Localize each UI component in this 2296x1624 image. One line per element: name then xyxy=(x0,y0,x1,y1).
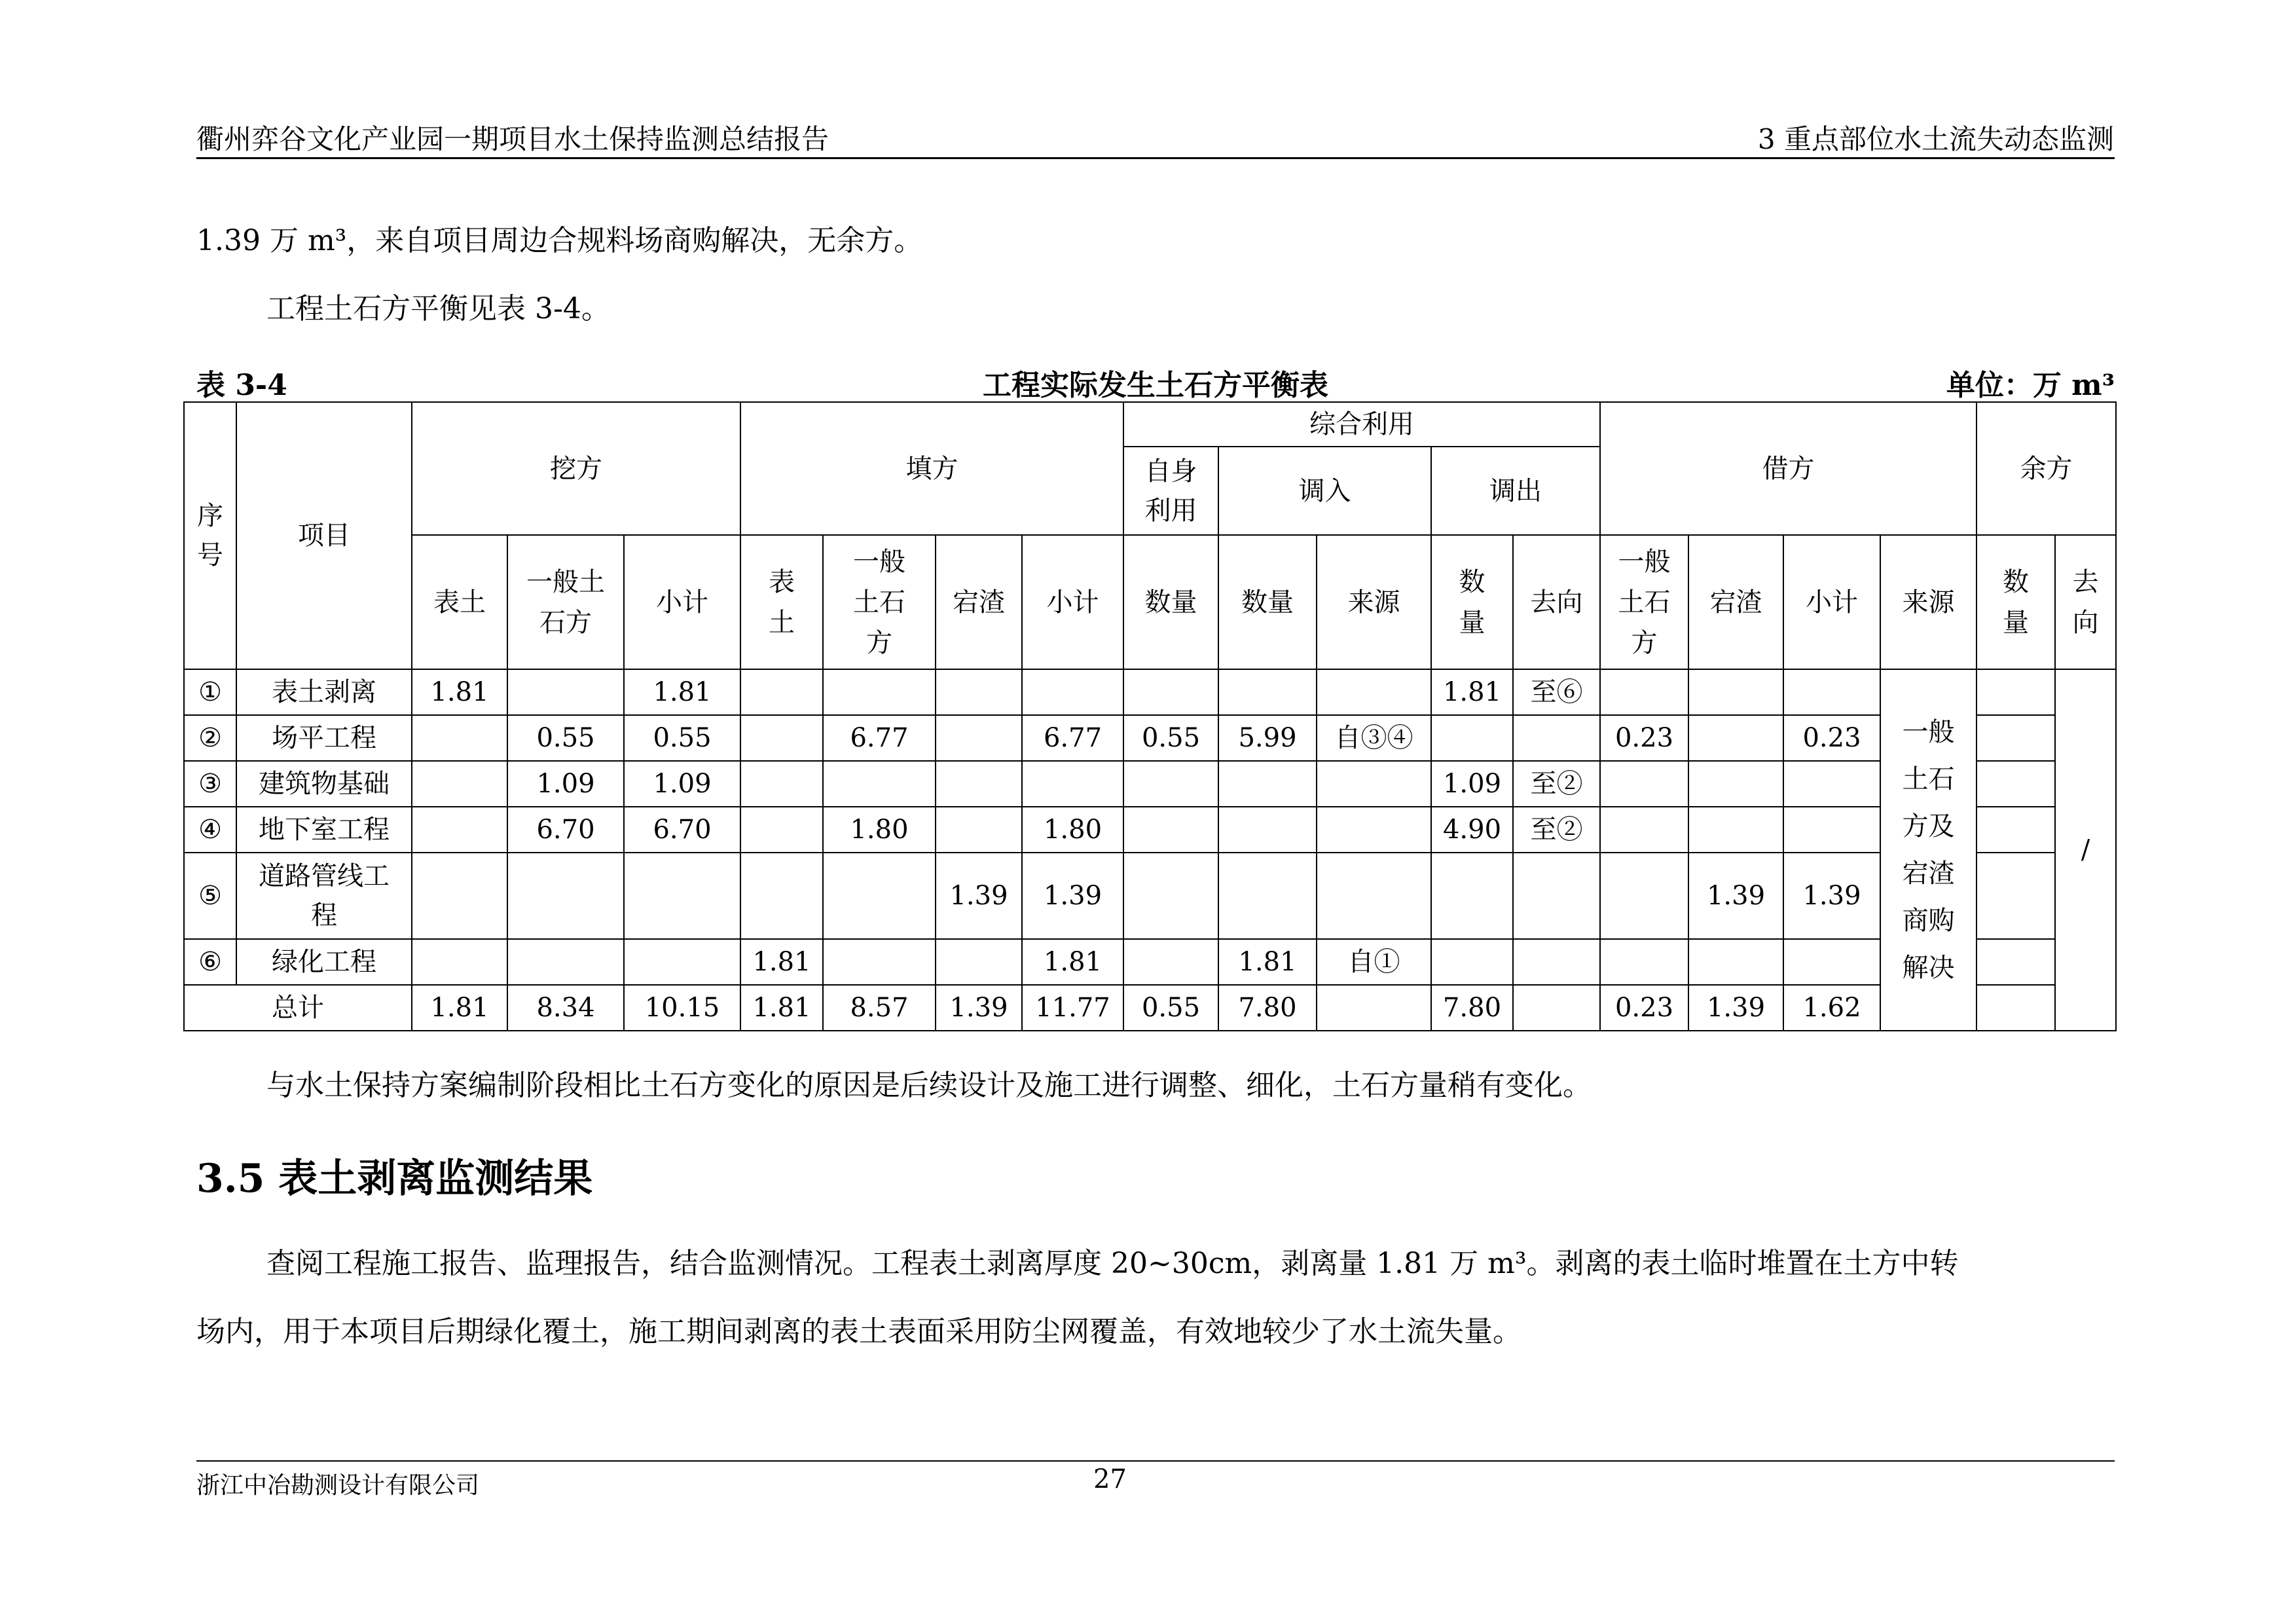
row-cell xyxy=(823,939,936,985)
header-report-title: 衢州弈谷文化产业园一期项目水土保持监测总结报告 xyxy=(196,123,829,155)
page-number: 27 xyxy=(1093,1464,1127,1494)
row-cell xyxy=(507,853,624,939)
row-cell xyxy=(1431,715,1513,761)
row-cell xyxy=(1688,807,1783,853)
row-cell xyxy=(936,715,1022,761)
table-row xyxy=(184,715,2116,761)
header-self-qty: 数量 xyxy=(1123,535,1218,669)
total-cell: 7.80 xyxy=(1218,985,1317,1031)
row-cell xyxy=(1218,669,1317,715)
table-row xyxy=(184,939,2116,985)
surplus-qty-cell xyxy=(1977,853,2055,939)
row-cell: 0.55 xyxy=(1123,715,1218,761)
table-total-row xyxy=(184,985,2116,1031)
header-borrow-debris: 宕渣 xyxy=(1688,535,1783,669)
table-body xyxy=(184,669,2116,1031)
row-cell: 自③④ xyxy=(1317,715,1431,761)
total-cell: 11.77 xyxy=(1022,985,1123,1031)
borrow-source-cell xyxy=(1880,669,1977,1031)
row-cell xyxy=(1783,807,1880,853)
table-caption xyxy=(196,361,2115,401)
header-borrow-general: 一般土石方 xyxy=(1600,535,1688,669)
row-cell: 至② xyxy=(1513,761,1600,807)
total-cell: 8.57 xyxy=(823,985,936,1031)
header-rule xyxy=(196,157,2115,159)
row-cell: 1.81 xyxy=(1022,939,1123,985)
row-cell xyxy=(1123,853,1218,939)
row-cell xyxy=(1783,669,1880,715)
row-cell xyxy=(1600,669,1688,715)
row-cell xyxy=(936,761,1022,807)
row-seq: ⑥ xyxy=(184,939,236,985)
table-row xyxy=(184,853,2116,939)
row-cell: 1.39 xyxy=(936,853,1022,939)
row-cell: 1.09 xyxy=(624,761,740,807)
row-cell: 1.81 xyxy=(412,669,507,715)
header-borrow-source: 来源 xyxy=(1880,535,1977,669)
row-cell xyxy=(823,853,936,939)
row-cell xyxy=(1317,761,1431,807)
paragraph: 场内，用于本项目后期绿化覆土，施工期间剥离的表土表面采用防尘网覆盖，有效地较少了水土流失量。 xyxy=(196,1315,1522,1348)
row-seq: ① xyxy=(184,669,236,715)
header-excavation: 挖方 xyxy=(412,402,740,535)
row-cell: 1.81 xyxy=(1431,669,1513,715)
row-cell xyxy=(412,853,507,939)
row-cell xyxy=(1317,853,1431,939)
row-cell xyxy=(1688,715,1783,761)
table-unit: 单位：万 m³ xyxy=(1946,369,2115,402)
header-borrow: 借方 xyxy=(1600,402,1977,535)
header-fill: 填方 xyxy=(740,402,1123,535)
header-out-qty: 数量 xyxy=(1431,535,1513,669)
header-transfer-out: 调出 xyxy=(1431,447,1600,535)
header-comprehensive-use: 综合利用 xyxy=(1123,402,1600,447)
paragraph: 查阅工程施工报告、监理报告，结合监测情况。工程表土剥离厚度 20~30cm，剥离量 1.81 万 m³。剥离的表土临时堆置在土方中转 xyxy=(266,1247,1959,1280)
row-cell xyxy=(412,939,507,985)
row-item: 场平工程 xyxy=(236,715,412,761)
row-cell xyxy=(936,669,1022,715)
total-cell: 8.34 xyxy=(507,985,624,1031)
surplus-qty-cell xyxy=(1977,715,2055,761)
row-cell: 1.39 xyxy=(1022,853,1123,939)
total-label: 总计 xyxy=(184,985,412,1031)
row-item: 表土剥离 xyxy=(236,669,412,715)
header-borrow-subtotal: 小计 xyxy=(1783,535,1880,669)
header-fill-general: 一般土石方 xyxy=(823,535,936,669)
row-cell xyxy=(624,939,740,985)
row-cell: 6.70 xyxy=(624,807,740,853)
row-cell: 1.09 xyxy=(1431,761,1513,807)
row-cell xyxy=(1513,939,1600,985)
row-cell xyxy=(1600,853,1688,939)
row-cell: 1.80 xyxy=(823,807,936,853)
row-cell: 0.55 xyxy=(624,715,740,761)
row-cell xyxy=(1688,761,1783,807)
total-cell: 0.55 xyxy=(1123,985,1218,1031)
total-cell: 1.39 xyxy=(936,985,1022,1031)
row-cell xyxy=(412,715,507,761)
row-cell: 5.99 xyxy=(1218,715,1317,761)
row-cell xyxy=(1218,807,1317,853)
row-cell xyxy=(1022,669,1123,715)
total-cell: 0.23 xyxy=(1600,985,1688,1031)
row-cell xyxy=(936,807,1022,853)
row-cell: 自① xyxy=(1317,939,1431,985)
total-cell xyxy=(1317,985,1431,1031)
header-out-dest: 去向 xyxy=(1513,535,1600,669)
row-cell xyxy=(1513,715,1600,761)
row-cell xyxy=(1783,939,1880,985)
total-cell: 1.62 xyxy=(1783,985,1880,1031)
row-cell xyxy=(1600,761,1688,807)
header-self-use: 自身利用 xyxy=(1123,447,1218,535)
header-seq: 序号 xyxy=(184,402,236,669)
table-row xyxy=(184,807,2116,853)
row-cell: 至② xyxy=(1513,807,1600,853)
header-transfer-in: 调入 xyxy=(1218,447,1431,535)
table-title: 工程实际发生土石方平衡表 xyxy=(983,369,1328,402)
total-cell: 7.80 xyxy=(1431,985,1513,1031)
row-cell xyxy=(1317,807,1431,853)
row-cell xyxy=(507,669,624,715)
row-cell xyxy=(740,715,823,761)
table-row xyxy=(184,669,2116,715)
footer-company: 浙江中冶勘测设计有限公司 xyxy=(196,1472,480,1499)
row-cell: 6.77 xyxy=(1022,715,1123,761)
surplus-qty-cell xyxy=(1977,669,2055,715)
row-cell xyxy=(823,761,936,807)
header-fill-topsoil: 表土 xyxy=(740,535,823,669)
footer-rule xyxy=(196,1460,2115,1462)
row-item: 绿化工程 xyxy=(236,939,412,985)
row-cell xyxy=(1600,939,1688,985)
row-cell: 0.23 xyxy=(1600,715,1688,761)
total-cell xyxy=(1513,985,1600,1031)
header-topsoil: 表土 xyxy=(412,535,507,669)
row-cell xyxy=(1431,853,1513,939)
row-seq: ⑤ xyxy=(184,853,236,939)
row-cell xyxy=(740,807,823,853)
row-cell: 1.81 xyxy=(624,669,740,715)
table-number: 表 3-4 xyxy=(196,369,287,402)
header-in-qty: 数量 xyxy=(1218,535,1317,669)
row-cell: 1.81 xyxy=(1218,939,1317,985)
row-cell xyxy=(507,939,624,985)
row-cell: 6.70 xyxy=(507,807,624,853)
row-item: 道路管线工程 xyxy=(236,853,412,939)
row-cell xyxy=(412,807,507,853)
header-chapter-title: 3 重点部位水土流失动态监测 xyxy=(1757,123,2114,155)
header-item: 项目 xyxy=(236,402,412,669)
row-cell xyxy=(1513,853,1600,939)
paragraph: 与水土保持方案编制阶段相比土石方变化的原因是后续设计及施工进行调整、细化，土石方量稍有变化。 xyxy=(266,1069,1592,1102)
total-cell: 1.81 xyxy=(740,985,823,1031)
row-seq: ④ xyxy=(184,807,236,853)
header-surplus: 余方 xyxy=(1977,402,2116,535)
row-cell xyxy=(1123,939,1218,985)
row-cell xyxy=(1431,939,1513,985)
row-cell: 1.80 xyxy=(1022,807,1123,853)
total-cell: 10.15 xyxy=(624,985,740,1031)
paragraph: 工程土石方平衡见表 3-4。 xyxy=(266,292,610,325)
row-cell: 0.55 xyxy=(507,715,624,761)
row-cell xyxy=(1123,761,1218,807)
row-cell: 1.81 xyxy=(740,939,823,985)
row-cell xyxy=(1600,807,1688,853)
earthwork-balance-table xyxy=(183,401,2117,1031)
row-cell xyxy=(1123,669,1218,715)
header-subtotal: 小计 xyxy=(624,535,740,669)
header-fill-subtotal: 小计 xyxy=(1022,535,1123,669)
row-cell xyxy=(1022,761,1123,807)
row-cell xyxy=(1218,761,1317,807)
row-cell xyxy=(823,669,936,715)
row-cell: 1.39 xyxy=(1783,853,1880,939)
row-cell xyxy=(1218,853,1317,939)
row-cell xyxy=(1783,761,1880,807)
section-title: 3.5 表土剥离监测结果 xyxy=(196,1156,593,1202)
row-cell: 0.23 xyxy=(1783,715,1880,761)
surplus-qty-cell xyxy=(1977,761,2055,807)
row-cell xyxy=(740,853,823,939)
row-cell xyxy=(1317,669,1431,715)
total-cell: 1.81 xyxy=(412,985,507,1031)
paragraph: 1.39 万 m³，来自项目周边合规料场商购解决，无余方。 xyxy=(196,224,923,257)
surplus-dest-cell: / xyxy=(2055,669,2116,1031)
row-cell: 6.77 xyxy=(823,715,936,761)
row-item: 地下室工程 xyxy=(236,807,412,853)
row-seq: ② xyxy=(184,715,236,761)
row-cell: 1.09 xyxy=(507,761,624,807)
row-seq: ③ xyxy=(184,761,236,807)
surplus-qty-cell xyxy=(1977,939,2055,985)
header-surplus-dest: 去向 xyxy=(2055,535,2116,669)
row-cell: 至⑥ xyxy=(1513,669,1600,715)
header-in-source: 来源 xyxy=(1317,535,1431,669)
row-item: 建筑物基础 xyxy=(236,761,412,807)
row-cell xyxy=(1123,807,1218,853)
row-cell: 1.39 xyxy=(1688,853,1783,939)
row-cell xyxy=(412,761,507,807)
row-cell xyxy=(1688,669,1783,715)
table-row xyxy=(184,761,2116,807)
header-general-earth: 一般土石方 xyxy=(507,535,624,669)
row-cell xyxy=(740,669,823,715)
borrow-source-text: 一般土石方及宕渣商购解决 xyxy=(1902,717,1955,983)
row-cell xyxy=(624,853,740,939)
total-cell: 1.39 xyxy=(1688,985,1783,1031)
header-debris: 宕渣 xyxy=(936,535,1022,669)
surplus-qty-cell xyxy=(1977,985,2055,1031)
row-cell xyxy=(1688,939,1783,985)
row-cell xyxy=(936,939,1022,985)
surplus-qty-cell xyxy=(1977,807,2055,853)
row-cell xyxy=(740,761,823,807)
row-cell: 4.90 xyxy=(1431,807,1513,853)
header-surplus-qty: 数量 xyxy=(1977,535,2055,669)
